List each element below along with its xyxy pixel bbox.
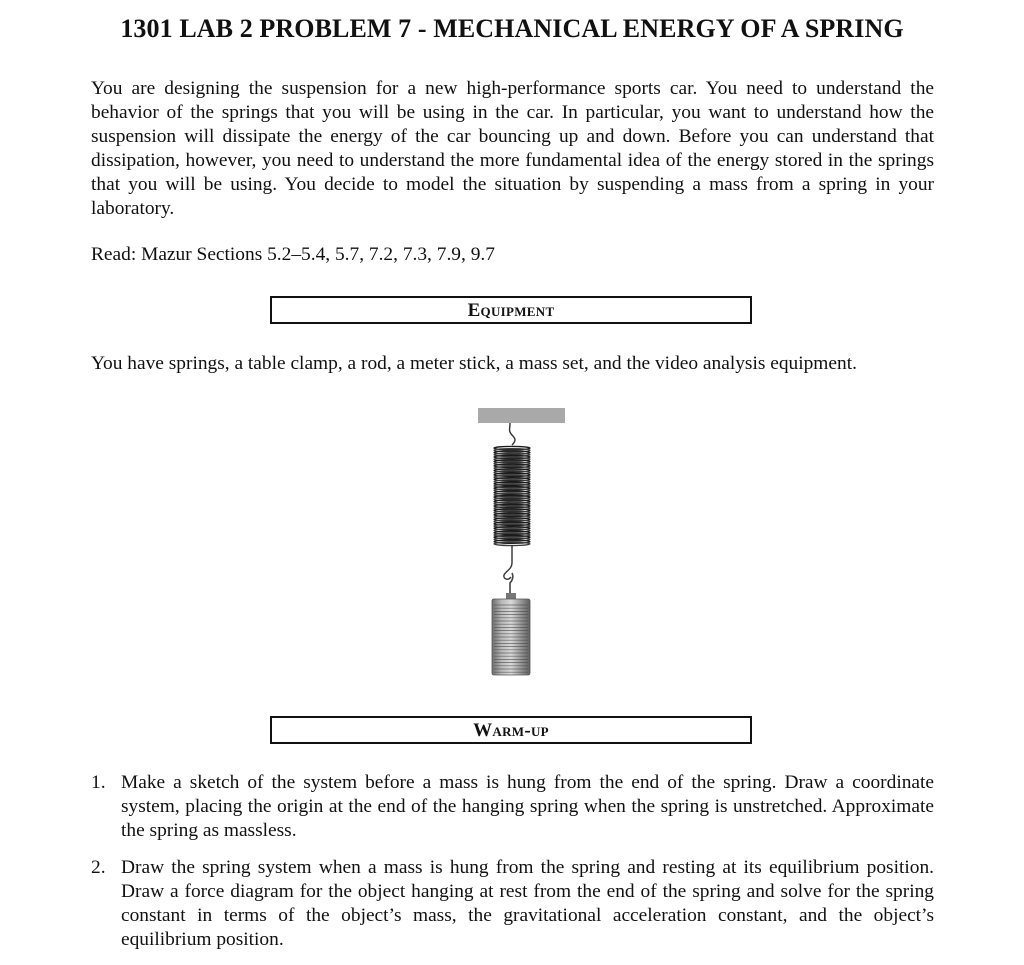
equipment-paragraph: You have springs, a table clamp, a rod, a meter stick, a mass set, and the video analysis equipment. — [91, 353, 857, 374]
warmup-item-2 — [91, 856, 934, 952]
spring-top-hook — [510, 423, 516, 445]
spring-bottom-wire — [504, 545, 512, 579]
spring-coils — [494, 446, 530, 545]
equipment-heading: Equipment — [270, 296, 752, 324]
warmup-list — [91, 771, 934, 965]
spring-mass-figure — [470, 405, 575, 680]
warmup-item-number: 1. — [91, 772, 106, 793]
mass-top-cap — [506, 593, 516, 599]
warmup-item-number: 2. — [91, 857, 106, 878]
mass-hook — [510, 573, 513, 595]
warmup-item-text: Make a sketch of the system before a mass is hung from the end of the spring. Draw a coordinate system, placing the origin at the end of the hanging spring when the spring is unstretched. Approximate the spring as massless. — [121, 772, 934, 841]
warmup-item-text: Draw the spring system when a mass is hung from the spring and resting at its equilibrium position. Draw a force diagram for the object hanging at rest from the end of the spring and solve for the spring constant in terms of the object’s mass, the gravitational acceleration constant, and the object’s equilibrium position. — [121, 857, 934, 950]
intro-paragraph: You are designing the suspension for a new high-performance sports car. You need to understand the behavior of the springs that you will be using in the car. In particular, you want to understand how the suspension will dissipate the energy of the car bouncing up and down. Before you can understand that dissipation, however, you need to understand the more fundamental idea of the energy stored in the springs that you will be using. You decide to model the situation by suspending a mass from a spring in your laboratory. — [91, 78, 934, 219]
support-bar — [478, 408, 565, 423]
warmup-heading: Warm-up — [270, 716, 752, 744]
page-title: 1301 LAB 2 PROBLEM 7 - MECHANICAL ENERGY OF A SPRING — [120, 14, 904, 43]
warmup-item-1 — [91, 771, 934, 843]
reading-assignment: Read: Mazur Sections 5.2–5.4, 5.7, 7.2, 7.3, 7.9, 9.7 — [91, 244, 495, 265]
